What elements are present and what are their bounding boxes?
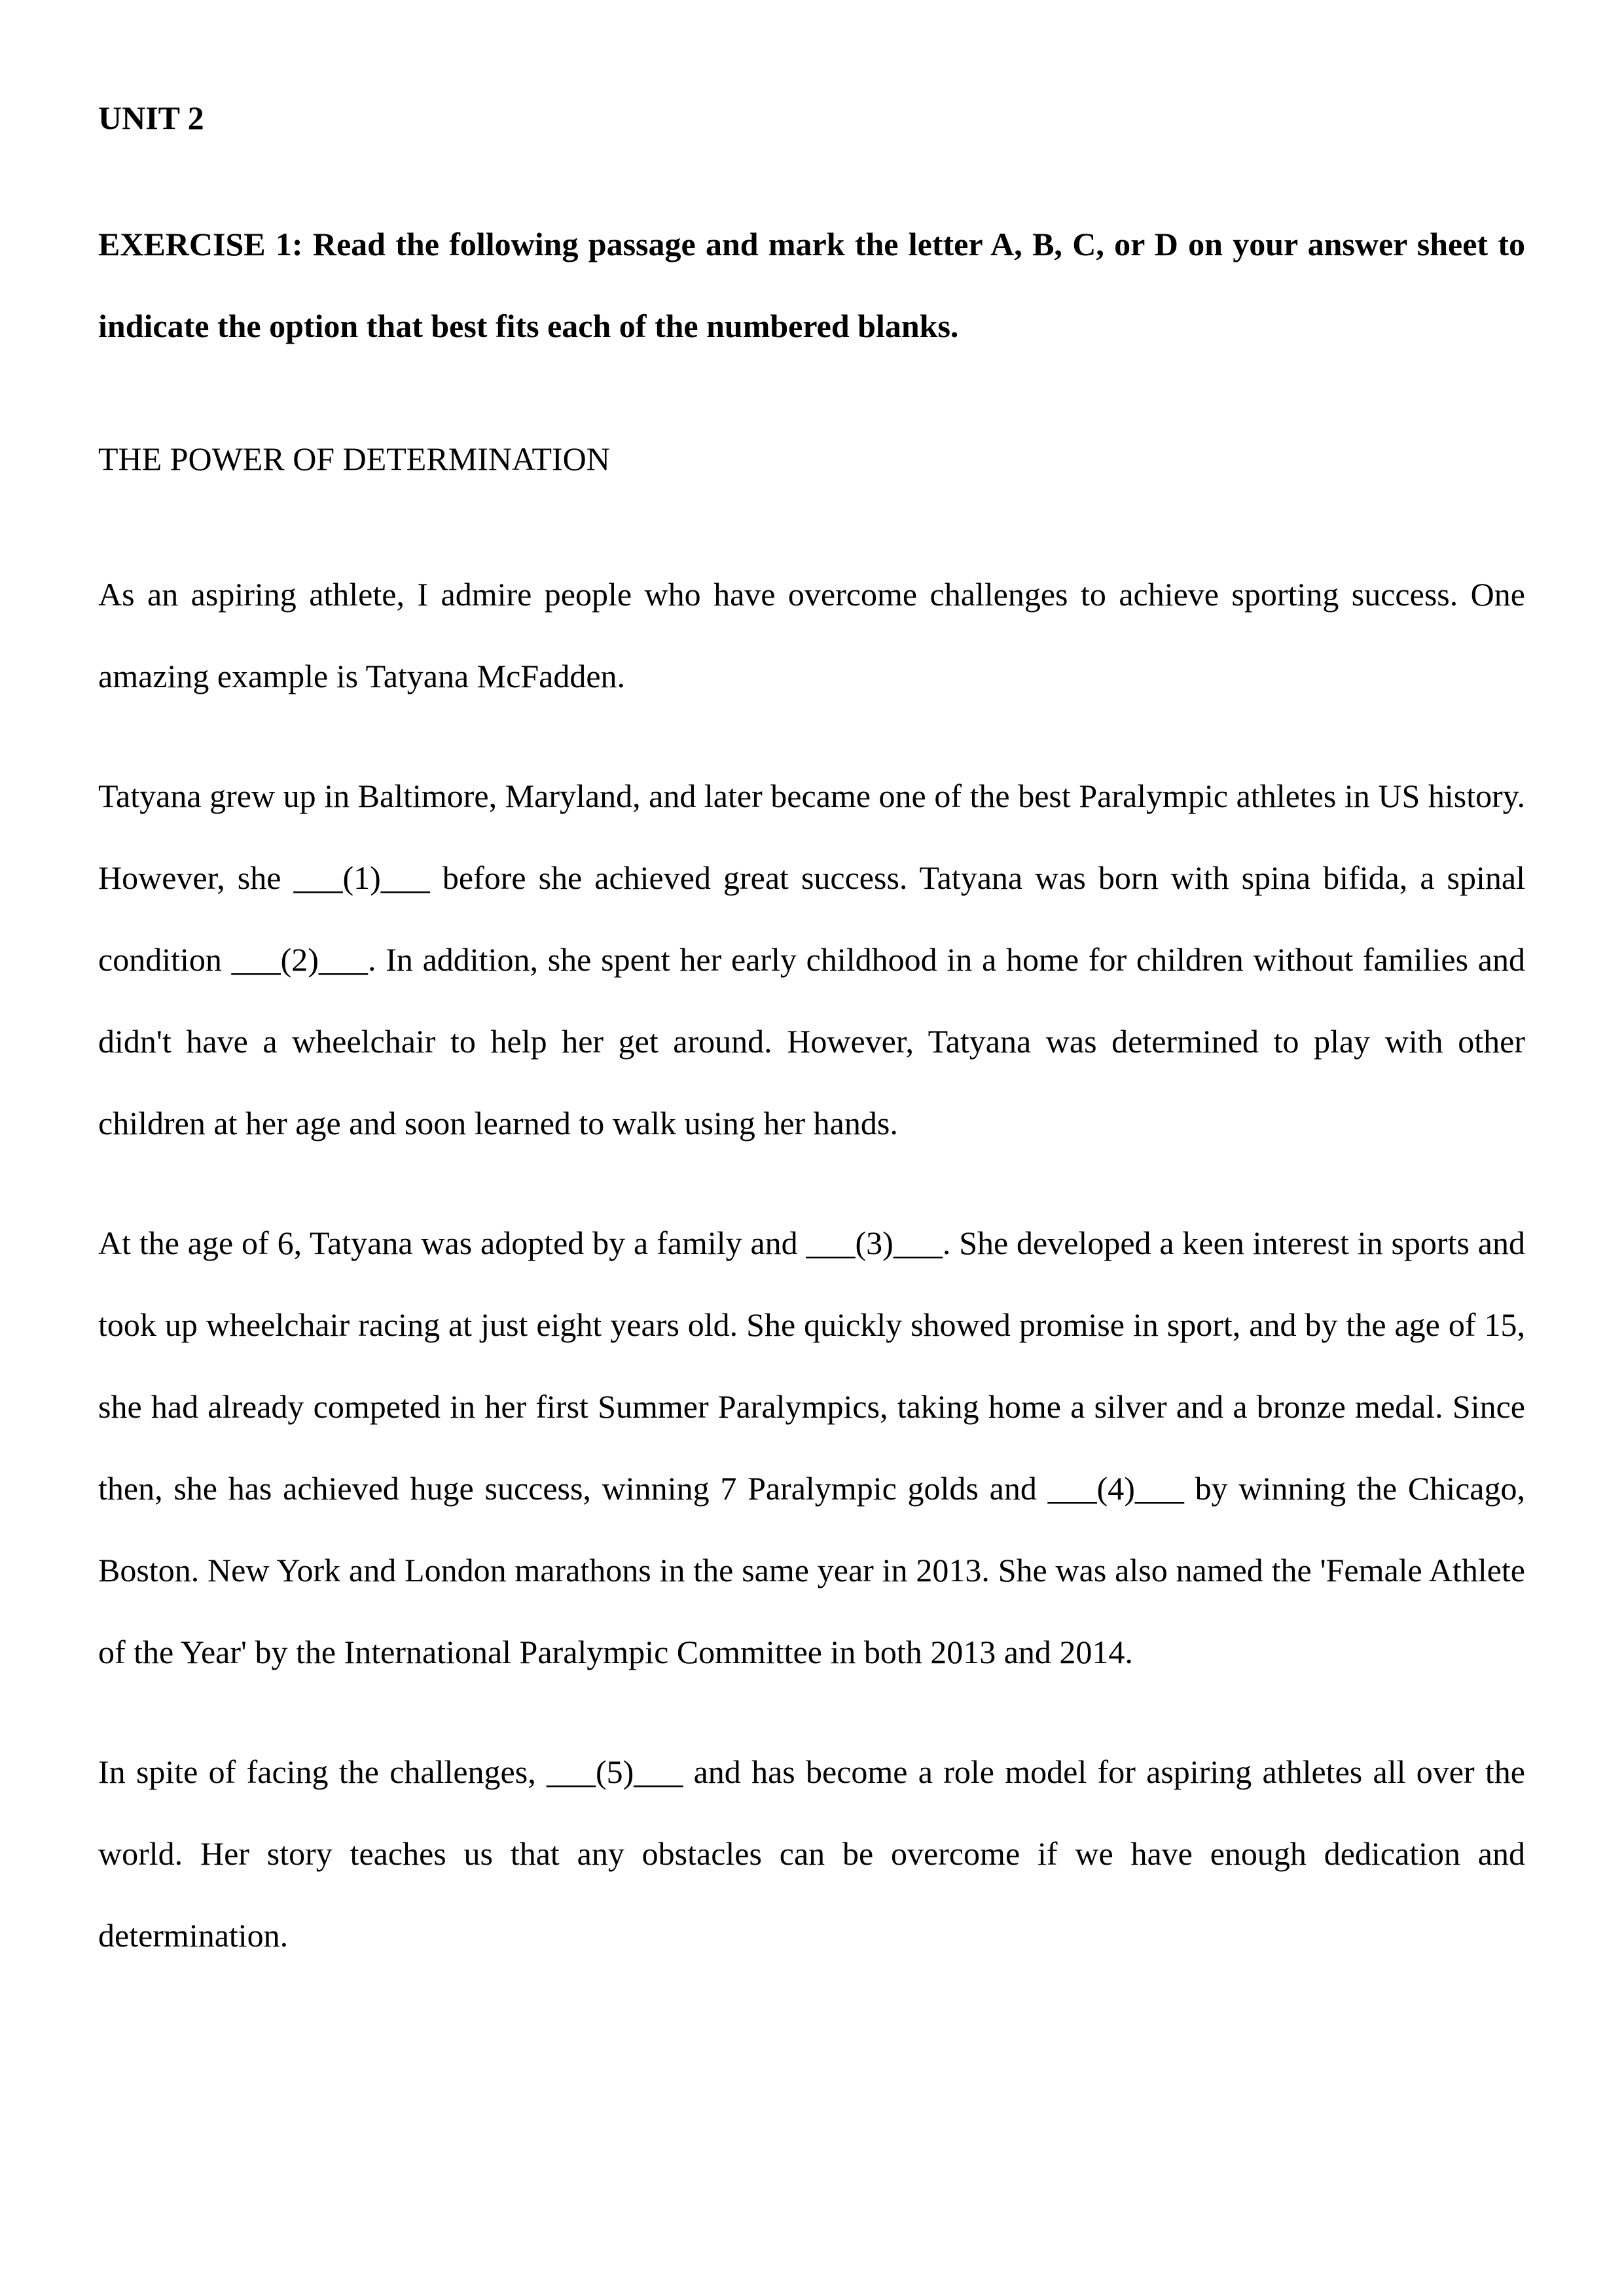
paragraph-text: . In addition, she spent her early childhood in a home for children without families and didn't have a wheelchair to help her get around. However, Tatyana was determined to play with other children at her age and soon learned to walk using her hands. <box>98 941 1525 1141</box>
paragraph-text: In spite of facing the challenges, <box>98 1753 547 1790</box>
paragraph-text: . She developed a keen interest in sports and took up wheelchair racing at just eight years old. She quickly showed promise in sport, and by the age of 15, she had already competed in her first Summer Paralympics, taking home a silver and a bronze medal. Since then, she has achieved huge success, winning 7 Paralympic golds and <box>98 1225 1525 1507</box>
paragraph-career <box>98 1202 1525 1693</box>
document-page <box>98 92 1525 1977</box>
paragraph-text: before she achieved great success. Tatyana was born with spina bifida, a spinal condition <box>98 859 1525 978</box>
paragraph-text: and has become a role model for aspiring athletes all over the world. Her story teaches us that any obstacles can be overcome if we have enough dedication and determination. <box>98 1753 1525 1954</box>
blank-4: ___(4)___ <box>1047 1470 1184 1507</box>
paragraph-text: by winning the Chicago, Boston. New York and London marathons in the same year in 2013. She was also named the 'Female Athlete of the Year' by the International Paralympic Committee in both 2013 and 2014. <box>98 1470 1525 1670</box>
paragraph-conclusion <box>98 1731 1525 1977</box>
paragraph-intro: As an aspiring athlete, I admire people who have overcome challenges to achieve sporting success. One amazing example is Tatyana McFadden. <box>98 576 1525 694</box>
blank-1: ___(1)___ <box>293 859 430 896</box>
paragraph-text: Tatyana grew up in Baltimore, Maryland, and later became one of the best Paralympic athletes in US history. However, she <box>98 778 1525 896</box>
unit-title: UNIT 2 <box>98 99 204 136</box>
paragraph-text: At the age of 6, Tatyana was adopted by a family and <box>98 1225 806 1261</box>
blank-5: ___(5)___ <box>547 1753 683 1790</box>
blank-3: ___(3)___ <box>806 1225 943 1261</box>
paragraph-background <box>98 755 1525 1164</box>
passage-title: THE POWER OF DETERMINATION <box>98 440 610 477</box>
exercise-instruction: EXERCISE 1: Read the following passage and mark the letter A, B, C, or D on your answer sheet to indicate the option that best fits each of the numbered blanks. <box>98 226 1525 344</box>
blank-2: ___(2)___ <box>231 941 368 978</box>
